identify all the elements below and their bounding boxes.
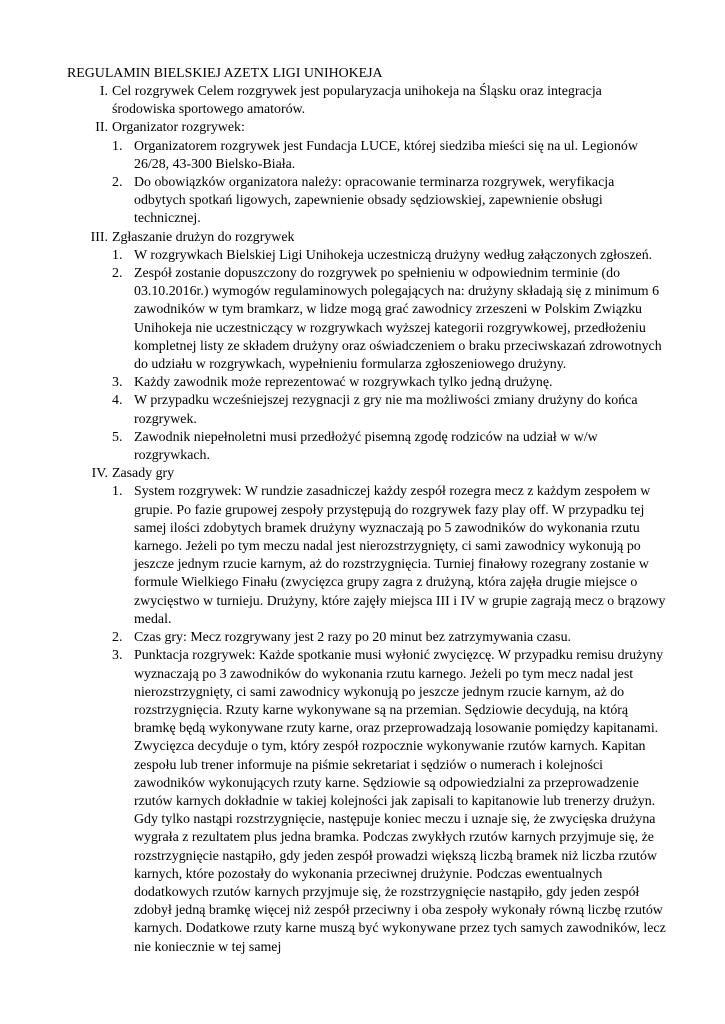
item-text: W przypadku wcześniejszej rezygnacji z gry nie ma możliwości zmiany drużyny do końca rozgrywek. [134,393,638,427]
list-item [112,647,667,956]
item-text: Zespół zostanie dopuszczony do rozgrywek po spełnieniu w odpowiednim terminie (do 03.10.2016r.) wymogów regulaminowych polegających na: drużyny składają się z minimum 6 zawodników w tym bramkarz, w lidze mogą grać zawodnicy zrzeszeni w Polskim Związku Unihokeja nie uczestniczący w rozgrywkach wyższej kategorii rozgrywkowej, przedłożeniu kompletnej listy ze składem drużyny oraz oświadczeniem o braku przeciwskazań zdrowotnych do udziału w rozgrywkach, wypełnieniu formularza zgłoszeniowego drużyny. [134,266,662,373]
list-item [112,483,667,629]
section-list [67,83,667,957]
section-cel-rozgrywek [67,83,667,119]
list-item [112,429,667,465]
item-text: Każdy zawodnik może reprezentować w rozgrywkach tylko jedną drużynę. [134,375,553,391]
section-zglaszanie-druzyn [67,229,667,466]
section-heading: Zgłaszanie drużyn do rozgrywek [112,229,295,245]
item-text: Punktacja rozgrywek: Każde spotkanie musi wyłonić zwycięzcę. W przypadku remisu drużyny wyznaczają po 3 zawodników do wykonania rzutu karnego. Jeżeli po tym mecz nadal jest nierozstrzygnięty, ci sami zawodnicy wykonują po jeszcze jednym rzucie karnym, aż do rozstrzygnięcia. Rzuty karne wykonywane są na przemian. Sędziowie decydują, na którą bramkę będą wykonywane rzuty karne, oraz przeprowadzają losowanie pomiędzy kapitanami. Zwycięzca decyduje o tym, który zespół rozpocznie wykonywanie rzutów karnych. Kapitan zespołu lub trener informuje na piśmie sekretariat i sędziów o numerach i kolejności zawodników wykonujących rzuty karne. Sędziowie są odpowiedzialni za przeprowadzenie rzutów karnych dokładnie w takiej kolejności jak zapisali to kapitanowie lub trenerzy drużyn. Gdy tylko nastąpi rozstrzygnięcie, następuje koniec meczu i uznaje się, że zwycięska drużyna wygrała z rezultatem plus jedna bramka. Podczas zwykłych rzutów karnych przyjmuje się, że rozstrzygnięcie nastąpiło, gdy jeden zespół prowadzi większą liczbą bramek niż liczba rzutów karnych, które pozostały do wykonania przeciwnej drużynie. Podczas ewentualnych dodatkowych rzutów karnych przyjmuje się, że rozstrzygnięcie nastąpiło, gdy jeden zespół zdobył jedną bramkę więcej niż zespół przeciwny i oba zespoły wykonały równą liczbę rzutów karnych. Dodatkowe rzuty karne muszą być wykonywane przez tych samych zawodników, lecz nie koniecznie w tej samej [134,648,666,955]
section-heading: Organizator rozgrywek: [112,120,245,136]
item-number: 2. [112,175,123,191]
section-heading: Cel rozgrywek Celem rozgrywek jest popularyzacja unihokeja na Śląsku oraz integracja środowiska sportowego amatorów. [112,84,602,118]
item-number: 3. [112,648,123,664]
item-text: W rozgrywkach Bielskiej Ligi Unihokeja uczestniczą drużyny według załączonych zgłoszeń. [134,247,653,263]
item-text: Czas gry: Mecz rozgrywany jest 2 razy po 20 minut bez zatrzymywania czasu. [134,630,572,646]
list-item [112,392,667,428]
section-zasady-gry [67,465,667,956]
item-number: 3. [112,375,123,391]
document-title: REGULAMIN BIELSKIEJ AZETX LIGI UNIHOKEJA [67,66,383,81]
item-number: 2. [112,266,123,282]
list-item [112,174,667,229]
section-organizator [67,119,667,228]
list-item [112,138,667,174]
item-number: 1. [112,484,123,500]
section-number: IV. [91,466,108,482]
item-text: System rozgrywek: W rundzie zasadniczej każdy zespół rozegra mecz z każdym zespołem w grupie. Po fazie grupowej zespoły przystępują do rozgrywek fazy play off. W przypadku tej samej ilości zdobytych bramek drużyny wyznaczają po 5 zawodników do wykonania rzutu karnego. Jeżeli po tym meczu nadal jest nierozstrzygnięty, ci sami zawodnicy wykonują po jeszcze jednym rzucie karnym, aż do rozstrzygnięcia. Turniej finałowy rozegrany zostanie w formule Wielkiego Finału (zwycięzca grupy zagra z drużyną, która zajęła drugie miejsce o zwycięstwo w turnieju. Drużyny, które zajęły miejsca III i IV w grupie zagrają mecz o brązowy medal. [134,484,666,627]
item-text: Zawodnik niepełnoletni musi przedłożyć pisemną zgodę rodziców na udział w w/w rozgrywkach. [134,429,598,464]
item-list [112,247,667,465]
item-number: 5. [112,429,123,445]
item-number: 1. [112,138,123,154]
item-number: 4. [112,393,123,409]
item-text: Do obowiązków organizatora należy: opracowanie terminarza rozgrywek, weryfikacja odbytych spotkań ligowych, zapewnienie obsady sędziowskiej, zapewnienie obsługi technicznej. [134,175,615,227]
list-item [112,629,667,647]
item-text: Organizatorem rozgrywek jest Fundacja LUCE, której siedziba mieści się na ul. Legionów 26/28, 43-300 Bielsko-Biała. [134,138,638,172]
section-heading: Zasady gry [112,466,175,482]
section-number: III. [90,229,108,245]
section-number: II. [95,120,108,136]
list-item [112,247,667,265]
list-item [112,374,667,392]
item-number: 2. [112,630,123,646]
item-number: 1. [112,247,123,263]
item-list [112,483,667,956]
section-number: I. [99,84,108,99]
item-list [112,138,667,229]
list-item [112,265,667,374]
